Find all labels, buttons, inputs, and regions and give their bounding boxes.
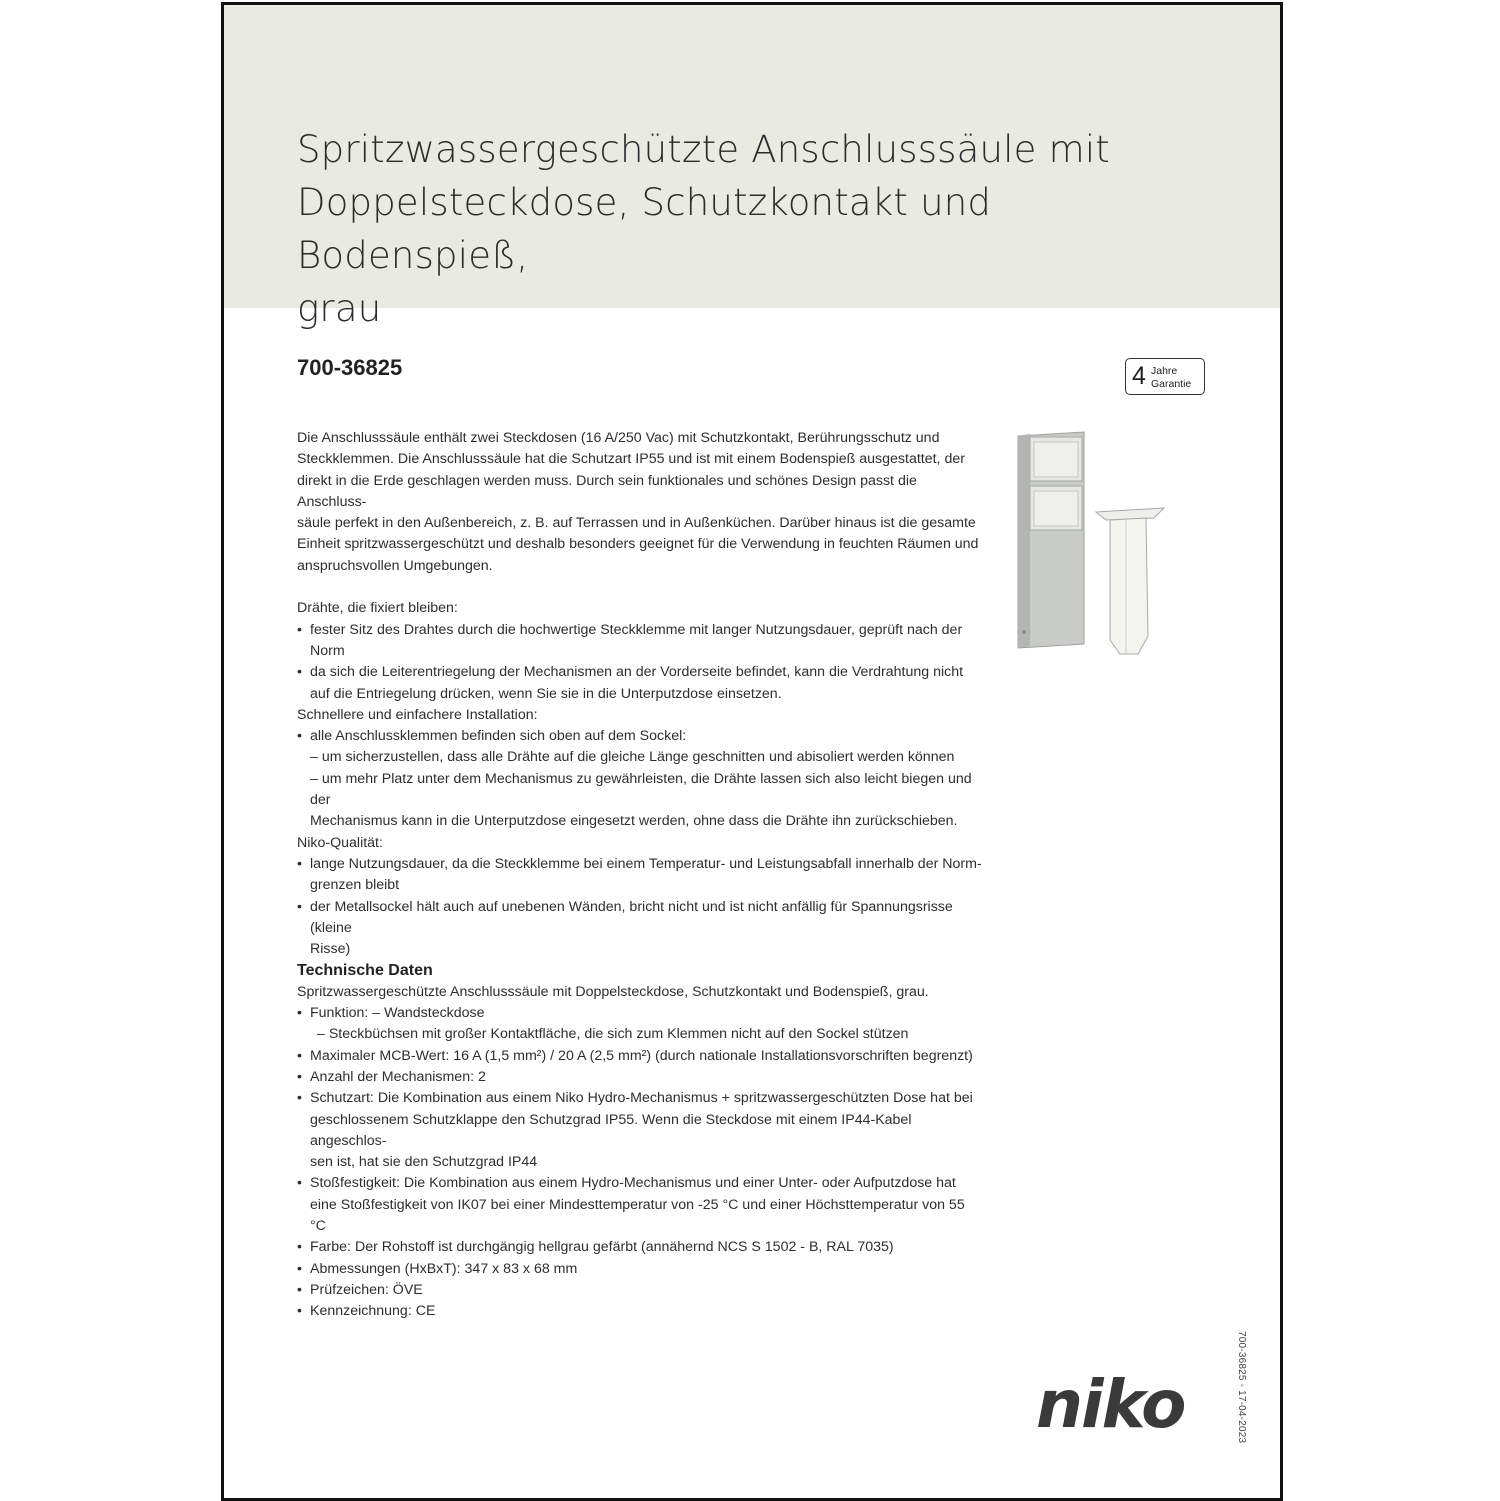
list-item-continuation: Risse) xyxy=(310,941,351,958)
spec-item-continuation: – Steckbüchsen mit großer Kontaktfläche, die sich zum Klemmen nicht auf den Sockel stützen xyxy=(317,1026,909,1043)
warranty-label-years: Jahre xyxy=(1151,365,1178,377)
list-item: • lange Nutzungsdauer, da die Steckklemme bei einem Temperatur- und Leistungsabfall innerhalb der Norm- xyxy=(297,854,987,875)
spec-item: • Abmessungen (HxBxT): 347 x 83 x 68 mm xyxy=(297,1259,987,1280)
spec-item-continuation: eine Stoßfestigkeit von IK07 bei einer Mindesttemperatur von -25 °C und einer Höchsttemperatur von 55 xyxy=(310,1196,965,1213)
warranty-years: 4 xyxy=(1132,362,1146,390)
ground-spike xyxy=(1096,508,1164,654)
list-item: • alle Anschlussklemmen befinden sich oben auf dem Sockel: xyxy=(297,726,987,747)
list-item: • da sich die Leiterentriegelung der Mechanismen an der Vorderseite befindet, kann die Verdrahtung nicht xyxy=(297,662,987,683)
paragraph-gap xyxy=(297,577,987,598)
warranty-badge xyxy=(1125,358,1205,395)
description-body xyxy=(297,428,987,1322)
sub-list-item: – um mehr Platz unter dem Mechanismus zu gewährleisten, die Drähte lassen sich also leicht biegen und der xyxy=(310,770,972,809)
list-item-continuation: grenzen bleibt xyxy=(310,877,400,894)
intro-line: säule perfekt in den Außenbereich, z. B. auf Terrassen und in Außenküchen. Darüber hinaus ist die gesamte xyxy=(297,515,976,532)
warranty-label-guarantee: Garantie xyxy=(1151,378,1192,390)
datasheet-page xyxy=(221,2,1283,1501)
intro-line: anspruchsvollen Umgebungen. xyxy=(297,557,493,574)
product-title xyxy=(297,123,1197,335)
niko-logo xyxy=(1036,1367,1216,1439)
document-code: 700-36825 - 17-04-2023 xyxy=(1236,1331,1247,1444)
article-number: 700-36825 xyxy=(297,355,403,380)
spec-item-continuation: geschlossenem Schutzklappe den Schutzgrad IP55. Wenn die Steckdose mit einem IP44-Kabel angeschlos- xyxy=(310,1111,912,1149)
list-item-continuation: Mechanismus kann in die Unterputzdose eingesetzt werden, ohne dass die Drähte ihn zurückschieben. xyxy=(310,813,958,830)
product-image xyxy=(1014,430,1174,660)
intro-line: direkt in die Erde geschlagen werden muss. Durch sein funktionales und schönes Design passt die Anschluss- xyxy=(297,472,917,510)
spec-item: • Anzahl der Mechanismen: 2 xyxy=(297,1067,987,1088)
install-heading: Schnellere und einfachere Installation: xyxy=(297,706,538,723)
list-item: • der Metallsockel hält auch auf unebenen Wänden, bricht nicht und ist nicht anfällig für Spannungsrisse (kleine xyxy=(297,897,987,940)
tech-summary: Spritzwassergeschützte Anschlusssäule mit Doppelsteckdose, Schutzkontakt und Bodenspieß, grau. xyxy=(297,983,929,1000)
pillar-body xyxy=(1018,432,1084,648)
title-line: Doppelsteckdose, Schutzkontakt und Bodenspieß, xyxy=(297,181,992,277)
spec-item: • Kennzeichnung: CE xyxy=(297,1301,987,1322)
title-line: Spritzwassergeschützte Anschlusssäule mit xyxy=(297,128,1111,171)
spec-item-continuation: °C xyxy=(310,1217,326,1234)
spec-item: • Funktion: – Wandsteckdose xyxy=(297,1003,987,1024)
list-item-continuation: Norm xyxy=(310,642,345,659)
tech-heading: Technische Daten xyxy=(297,962,433,980)
spec-item: • Maximaler MCB-Wert: 16 A (1,5 mm²) / 20 A (2,5 mm²) (durch nationale Installationsvorschriften begrenzt) xyxy=(297,1046,987,1067)
intro-line: Die Anschlusssäule enthält zwei Steckdosen (16 A/250 Vac) mit Schutzkontakt, Berührungsschutz und xyxy=(297,430,940,446)
spec-item: • Farbe: Der Rohstoff ist durchgängig hellgrau gefärbt (annähernd NCS S 1502 - B, RAL 7035) xyxy=(297,1237,987,1258)
spec-item: • Stoßfestigkeit: Die Kombination aus einem Hydro-Mechanismus und einer Unter- oder Aufputzdose hat xyxy=(297,1173,987,1194)
title-line: grau xyxy=(297,287,382,330)
list-item-continuation: auf die Entriegelung drücken, wenn Sie sie in die Unterputzdose einsetzen. xyxy=(310,685,782,702)
intro-line: Einheit spritzwassergeschützt und deshalb besonders geeignet für die Verwendung in feuchten Räumen und xyxy=(297,536,979,553)
sub-list-item: – um sicherzustellen, dass alle Drähte auf die gleiche Länge geschnitten und abisoliert werden können xyxy=(310,749,955,766)
spec-item-continuation: sen ist, hat sie den Schutzgrad IP44 xyxy=(310,1154,538,1171)
spec-item: • Schutzart: Die Kombination aus einem Niko Hydro-Mechanismus + spritzwassergeschützten Dose hat bei xyxy=(297,1088,987,1109)
intro-line: Steckklemmen. Die Anschlusssäule hat die Schutzart IP55 und ist mit einem Bodenspieß ausgestattet, der xyxy=(297,451,965,468)
list-item: • fester Sitz des Drahtes durch die hochwertige Steckklemme mit langer Nutzungsdauer, geprüft nach der xyxy=(297,620,987,641)
spec-item: • Prüfzeichen: ÖVE xyxy=(297,1280,987,1301)
wires-heading: Drähte, die fixiert bleiben: xyxy=(297,600,458,617)
logo-wordmark: niko xyxy=(1036,1367,1185,1439)
quality-heading: Niko-Qualität: xyxy=(297,834,383,851)
